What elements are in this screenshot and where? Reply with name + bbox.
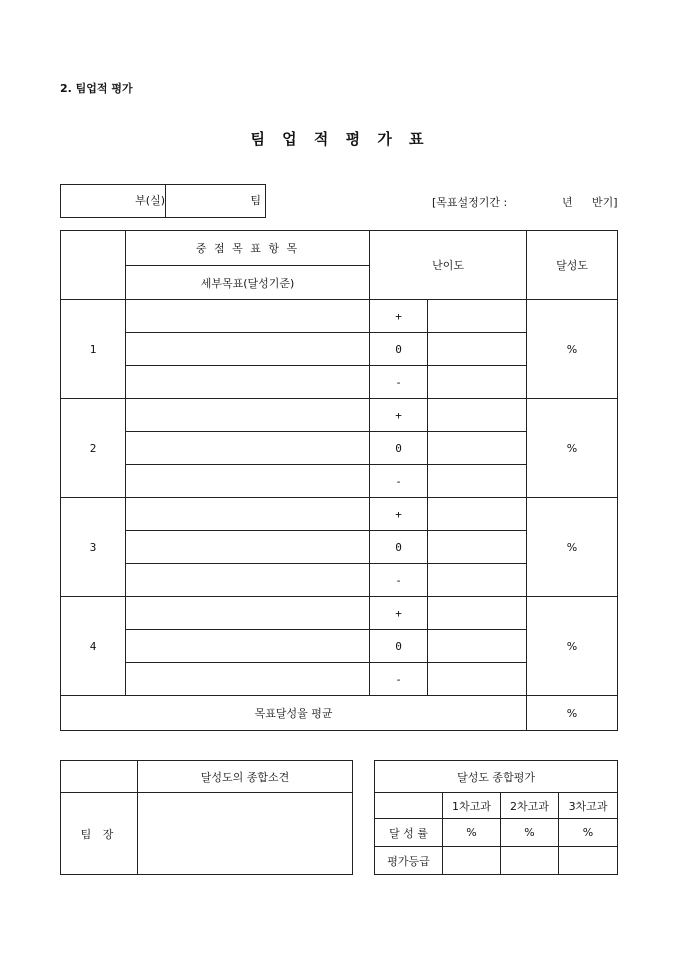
round-header: 3차고과	[559, 793, 618, 819]
team-label: 팀	[250, 194, 261, 207]
summary-table	[374, 760, 618, 875]
achievement-percent[interactable]: %	[527, 498, 618, 597]
level-cell: -	[370, 663, 428, 696]
goal-input-cell[interactable]	[126, 531, 370, 564]
department-box	[60, 184, 266, 218]
goal-input-cell[interactable]	[126, 564, 370, 597]
summary-corner-cell	[375, 793, 443, 819]
difficulty-input-cell[interactable]	[428, 531, 527, 564]
level-cell: +	[370, 498, 428, 531]
row-number: 1	[61, 300, 126, 399]
difficulty-input-cell[interactable]	[428, 465, 527, 498]
period-half: 반기]	[592, 196, 618, 209]
round-header: 2차고과	[501, 793, 559, 819]
goal-input-cell[interactable]	[126, 399, 370, 432]
header-goal: 중 점 목 표 항 목	[126, 231, 370, 266]
row-number: 3	[61, 498, 126, 597]
goal-input-cell[interactable]	[126, 333, 370, 366]
rate-value[interactable]: %	[443, 819, 501, 847]
opinion-corner-cell	[61, 761, 138, 793]
level-cell: -	[370, 564, 428, 597]
goal-input-cell[interactable]	[126, 630, 370, 663]
rate-label: 달 성 률	[375, 819, 443, 847]
header-difficulty: 난이도	[370, 231, 527, 300]
header-detail: 세부목표(달성기준)	[126, 266, 370, 300]
grade-input-cell[interactable]	[559, 847, 618, 875]
period-year: 년	[562, 196, 573, 209]
goal-input-cell[interactable]	[126, 597, 370, 630]
grade-label: 평가등급	[375, 847, 443, 875]
summary-header: 달성도 종합평가	[375, 761, 618, 793]
header-achievement: 달성도	[527, 231, 618, 300]
department-divider	[165, 185, 166, 217]
opinion-table	[60, 760, 353, 875]
level-cell: +	[370, 300, 428, 333]
difficulty-input-cell[interactable]	[428, 630, 527, 663]
period-label: [목표설정기간 :	[432, 196, 508, 209]
goal-input-cell[interactable]	[126, 498, 370, 531]
team-leader-label: 팀 장	[61, 793, 138, 875]
difficulty-input-cell[interactable]	[428, 333, 527, 366]
achievement-percent[interactable]: %	[527, 597, 618, 696]
goal-input-cell[interactable]	[126, 465, 370, 498]
department-label: 부(실)	[135, 194, 165, 207]
row-number: 2	[61, 399, 126, 498]
difficulty-input-cell[interactable]	[428, 366, 527, 399]
difficulty-input-cell[interactable]	[428, 597, 527, 630]
goal-input-cell[interactable]	[126, 663, 370, 696]
level-cell: 0	[370, 333, 428, 366]
average-label: 목표달성율 평균	[61, 696, 527, 731]
difficulty-input-cell[interactable]	[428, 498, 527, 531]
grade-input-cell[interactable]	[501, 847, 559, 875]
rate-value[interactable]: %	[501, 819, 559, 847]
level-cell: -	[370, 366, 428, 399]
level-cell: 0	[370, 432, 428, 465]
goal-input-cell[interactable]	[126, 432, 370, 465]
achievement-percent[interactable]: %	[527, 300, 618, 399]
level-cell: 0	[370, 630, 428, 663]
level-cell: 0	[370, 531, 428, 564]
document-title: 팀 업 적 평 가 표	[250, 130, 430, 148]
round-header: 1차고과	[443, 793, 501, 819]
level-cell: +	[370, 399, 428, 432]
header-number-cell	[61, 231, 126, 300]
goal-evaluation-table	[60, 230, 618, 731]
rate-value[interactable]: %	[559, 819, 618, 847]
opinion-header: 달성도의 종합소견	[138, 761, 353, 793]
opinion-input-cell[interactable]	[138, 793, 353, 875]
difficulty-input-cell[interactable]	[428, 399, 527, 432]
goal-input-cell[interactable]	[126, 366, 370, 399]
difficulty-input-cell[interactable]	[428, 432, 527, 465]
section-title: 2. 팀업적 평가	[60, 82, 133, 95]
achievement-percent[interactable]: %	[527, 399, 618, 498]
average-percent[interactable]: %	[527, 696, 618, 731]
difficulty-input-cell[interactable]	[428, 663, 527, 696]
difficulty-input-cell[interactable]	[428, 300, 527, 333]
grade-input-cell[interactable]	[443, 847, 501, 875]
level-cell: +	[370, 597, 428, 630]
row-number: 4	[61, 597, 126, 696]
goal-input-cell[interactable]	[126, 300, 370, 333]
difficulty-input-cell[interactable]	[428, 564, 527, 597]
level-cell: -	[370, 465, 428, 498]
